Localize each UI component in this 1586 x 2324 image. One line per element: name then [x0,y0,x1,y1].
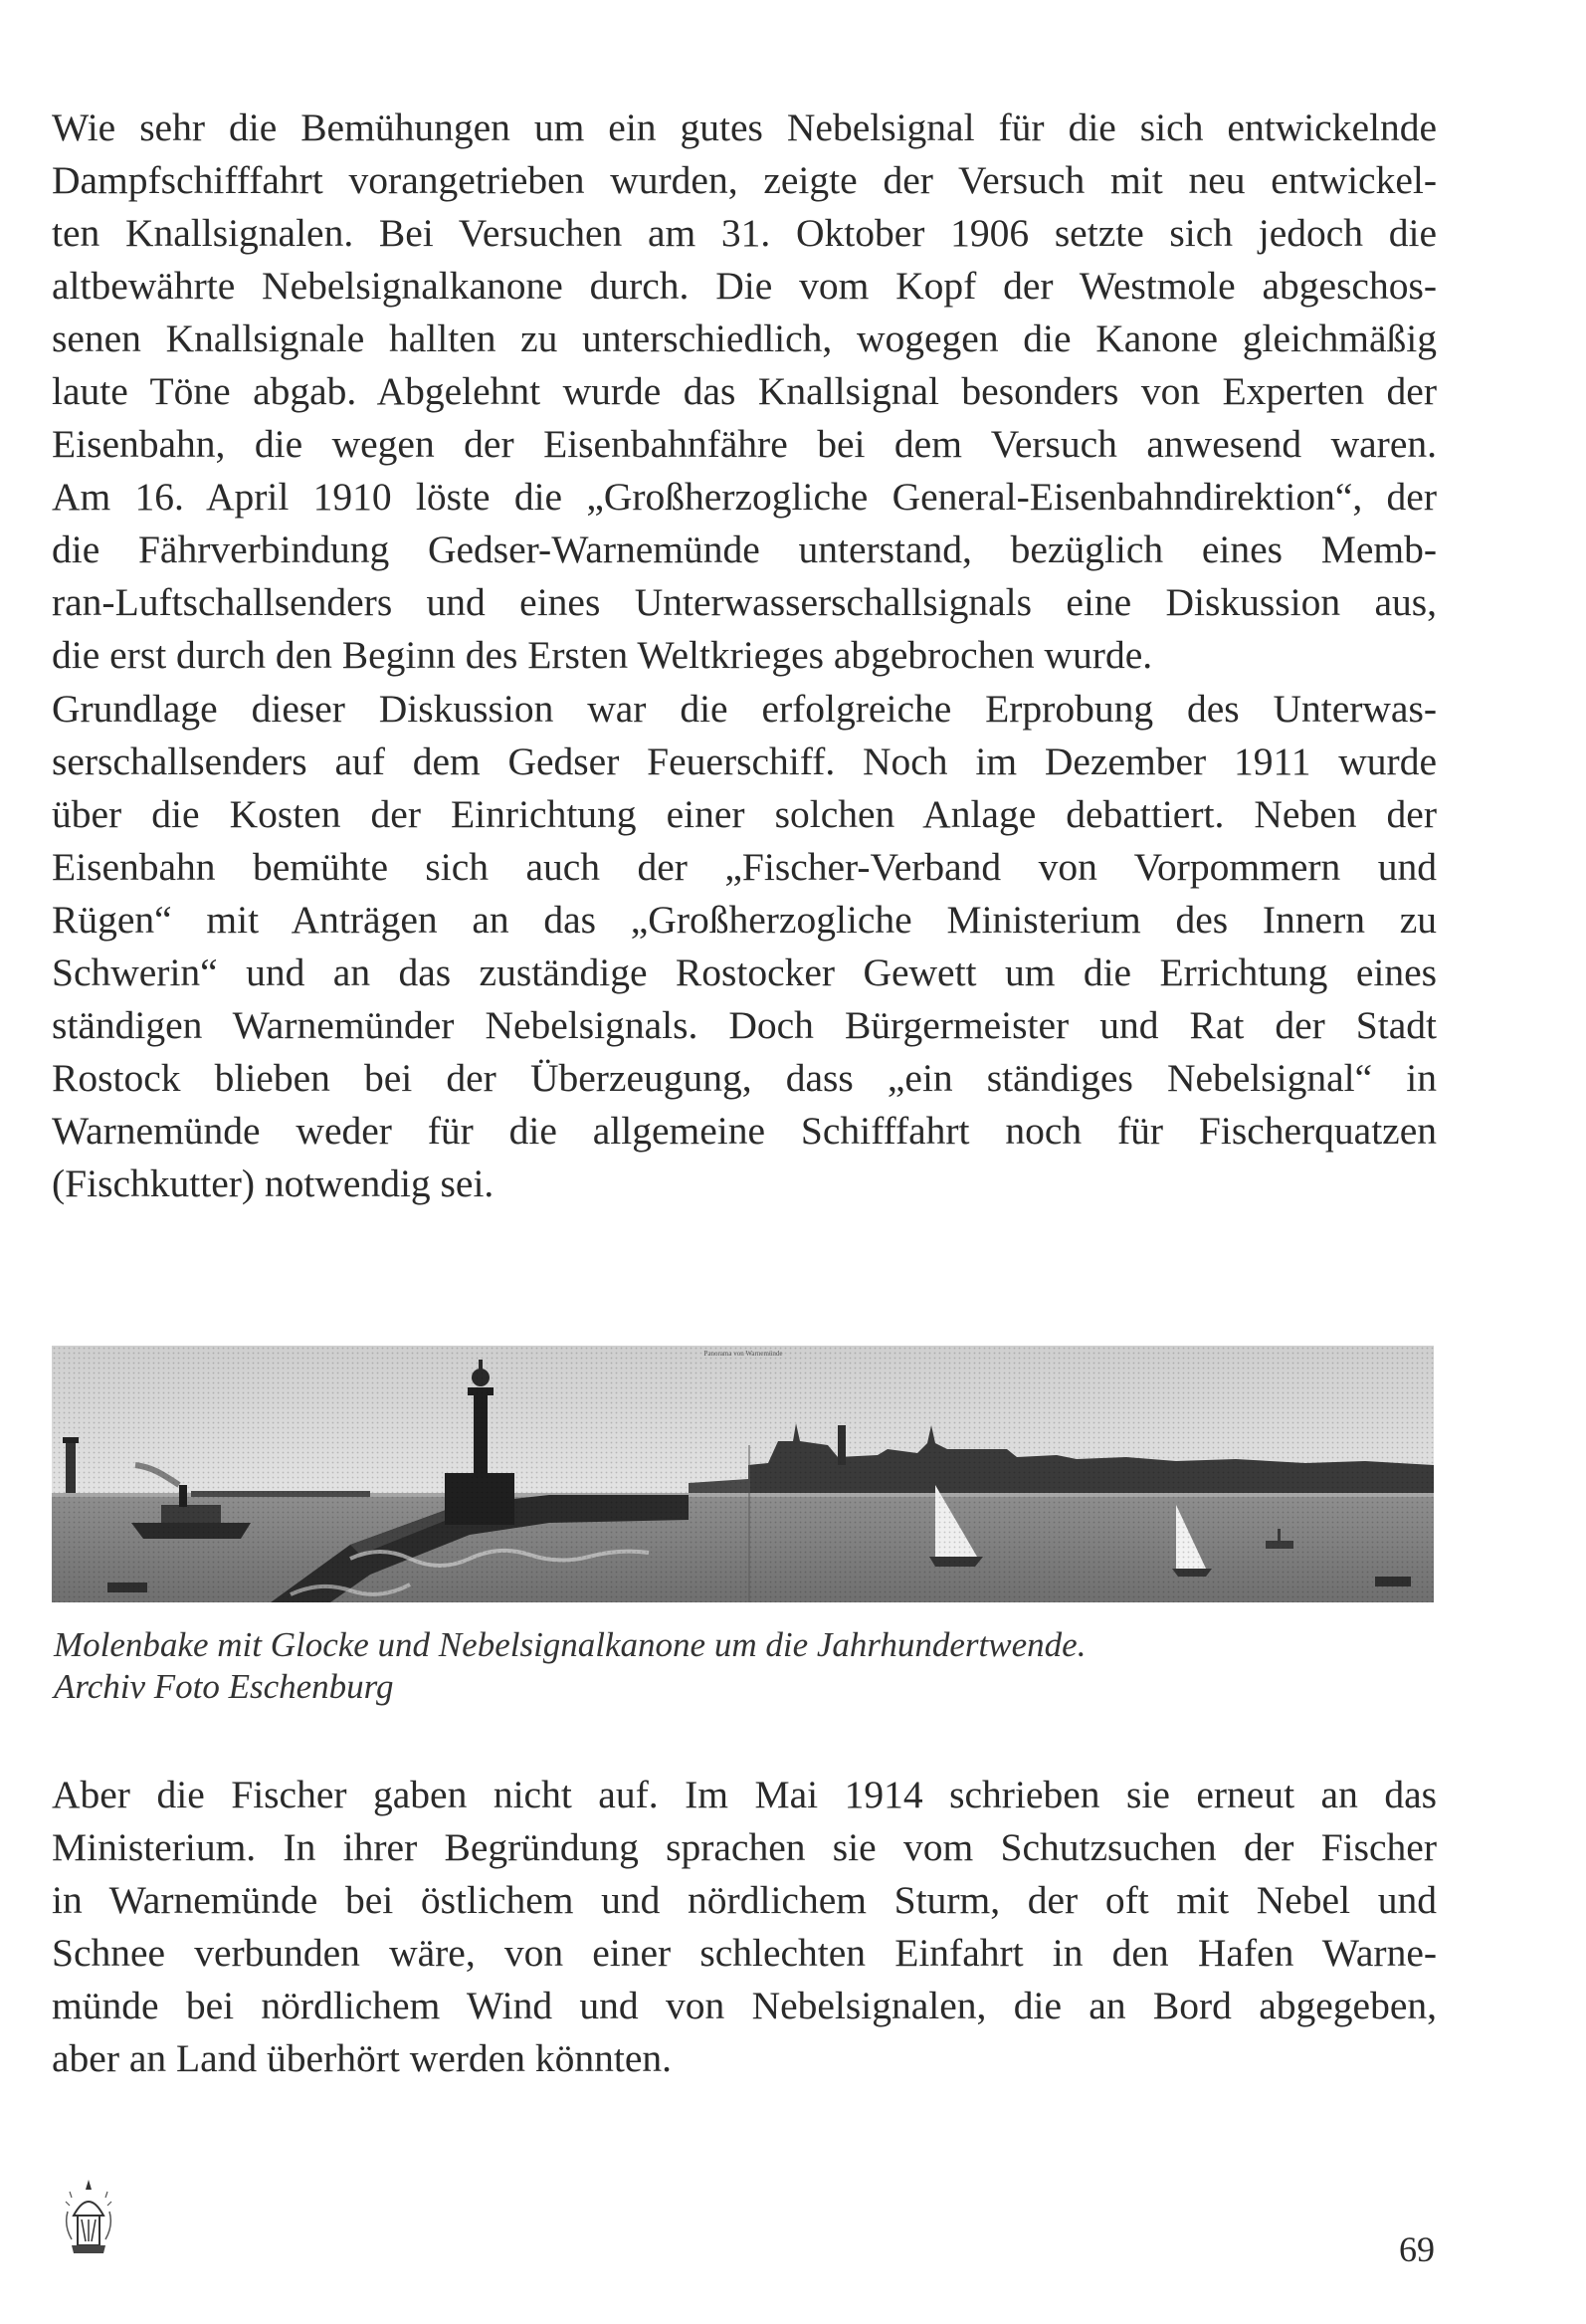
emblem-icon [64,2176,113,2261]
text-line: Wie sehr die Bemühungen um ein gutes Nebelsignal für die sich entwickelnde [52,106,1437,149]
text-line: über die Kosten der Einrichtung einer solchen Anlage debattiert. Neben der [52,792,1437,836]
text-line: Eisenbahn, die wegen der Eisenbahnfähre bei dem Versuch anwesend waren. [52,422,1437,466]
text-line: Schwerin“ und an das zuständige Rostocker Gewett um die Errichtung eines [52,951,1437,994]
text-line: ran-Luftschallsenders und eines Unterwasserschallsignals eine Diskussion aus, [52,580,1437,624]
text-line: Rostock blieben bei der Überzeugung, dass „ein ständiges Nebelsignal“ in [52,1056,1437,1100]
text-line: (Fischkutter) notwendig sei. [52,1162,495,1205]
text-line: Schnee verbunden wäre, von einer schlechten Einfahrt in den Hafen Warne- [52,1931,1437,1975]
text-line: Aber die Fischer gaben nicht auf. Im Mai 1914 schrieben sie erneut an das [52,1773,1437,1816]
text-line: Rügen“ mit Anträgen an das „Großherzogliche Ministerium des Innern zu [52,898,1437,942]
text-line: ständigen Warnemünder Nebelsignals. Doch Bürgermeister und Rat der Stadt [52,1003,1437,1047]
text-line: in Warnemünde bei östlichem und nördlichem Sturm, der oft mit Nebel und [52,1878,1437,1922]
text-line: die erst durch den Beginn des Ersten Weltkrieges abgebrochen wurde. [52,633,1153,677]
text-line: Grundlage dieser Diskussion war die erfolgreiche Erprobung des Unterwas- [52,687,1437,731]
text-line: altbewährte Nebelsignalkanone durch. Die vom Kopf der Westmole abgeschos- [52,264,1437,308]
text-line: Am 16. April 1910 löste die „Großherzogliche General-Eisenbahndirektion“, der [52,475,1437,519]
caption-line: Molenbake mit Glocke und Nebelsignalkanone um die Jahrhundertwende. [54,1625,1087,1664]
text-line: münde bei nördlichem Wind und von Nebelsignalen, die an Bord abgegeben, [52,1984,1437,2027]
text-line: serschallsenders auf dem Gedser Feuerschiff. Noch im Dezember 1911 wurde [52,739,1437,783]
text-line: aber an Land überhört werden könnten. [52,2036,672,2080]
text-line: die Fährverbindung Gedser-Warnemünde unterstand, bezüglich eines Memb- [52,528,1437,571]
text-line: Warnemünde weder für die allgemeine Schifffahrt noch für Fischerquatzen [52,1109,1437,1153]
historic-harbor-photo [52,1346,1434,1602]
text-line: ten Knallsignalen. Bei Versuchen am 31. Oktober 1906 setzte sich jedoch die [52,211,1437,255]
text-line: Dampfschifffahrt vorangetrieben wurden, zeigte der Versuch mit neu entwickel- [52,158,1437,202]
text-line: laute Töne abgab. Abgelehnt wurde das Knallsignal besonders von Experten der [52,369,1437,413]
caption-credit: Archiv Foto Eschenburg [54,1667,394,1706]
text-line: senen Knallsignale hallten zu unterschiedlich, wogegen die Kanone gleichmäßig [52,317,1437,360]
text-line: Eisenbahn bemühte sich auch der „Fischer-Verband von Vorpommern und [52,845,1437,889]
page-number: 69 [1399,2229,1435,2269]
text-line: Ministerium. In ihrer Begründung sprachen sie vom Schutzsuchen der Fischer [52,1825,1437,1869]
